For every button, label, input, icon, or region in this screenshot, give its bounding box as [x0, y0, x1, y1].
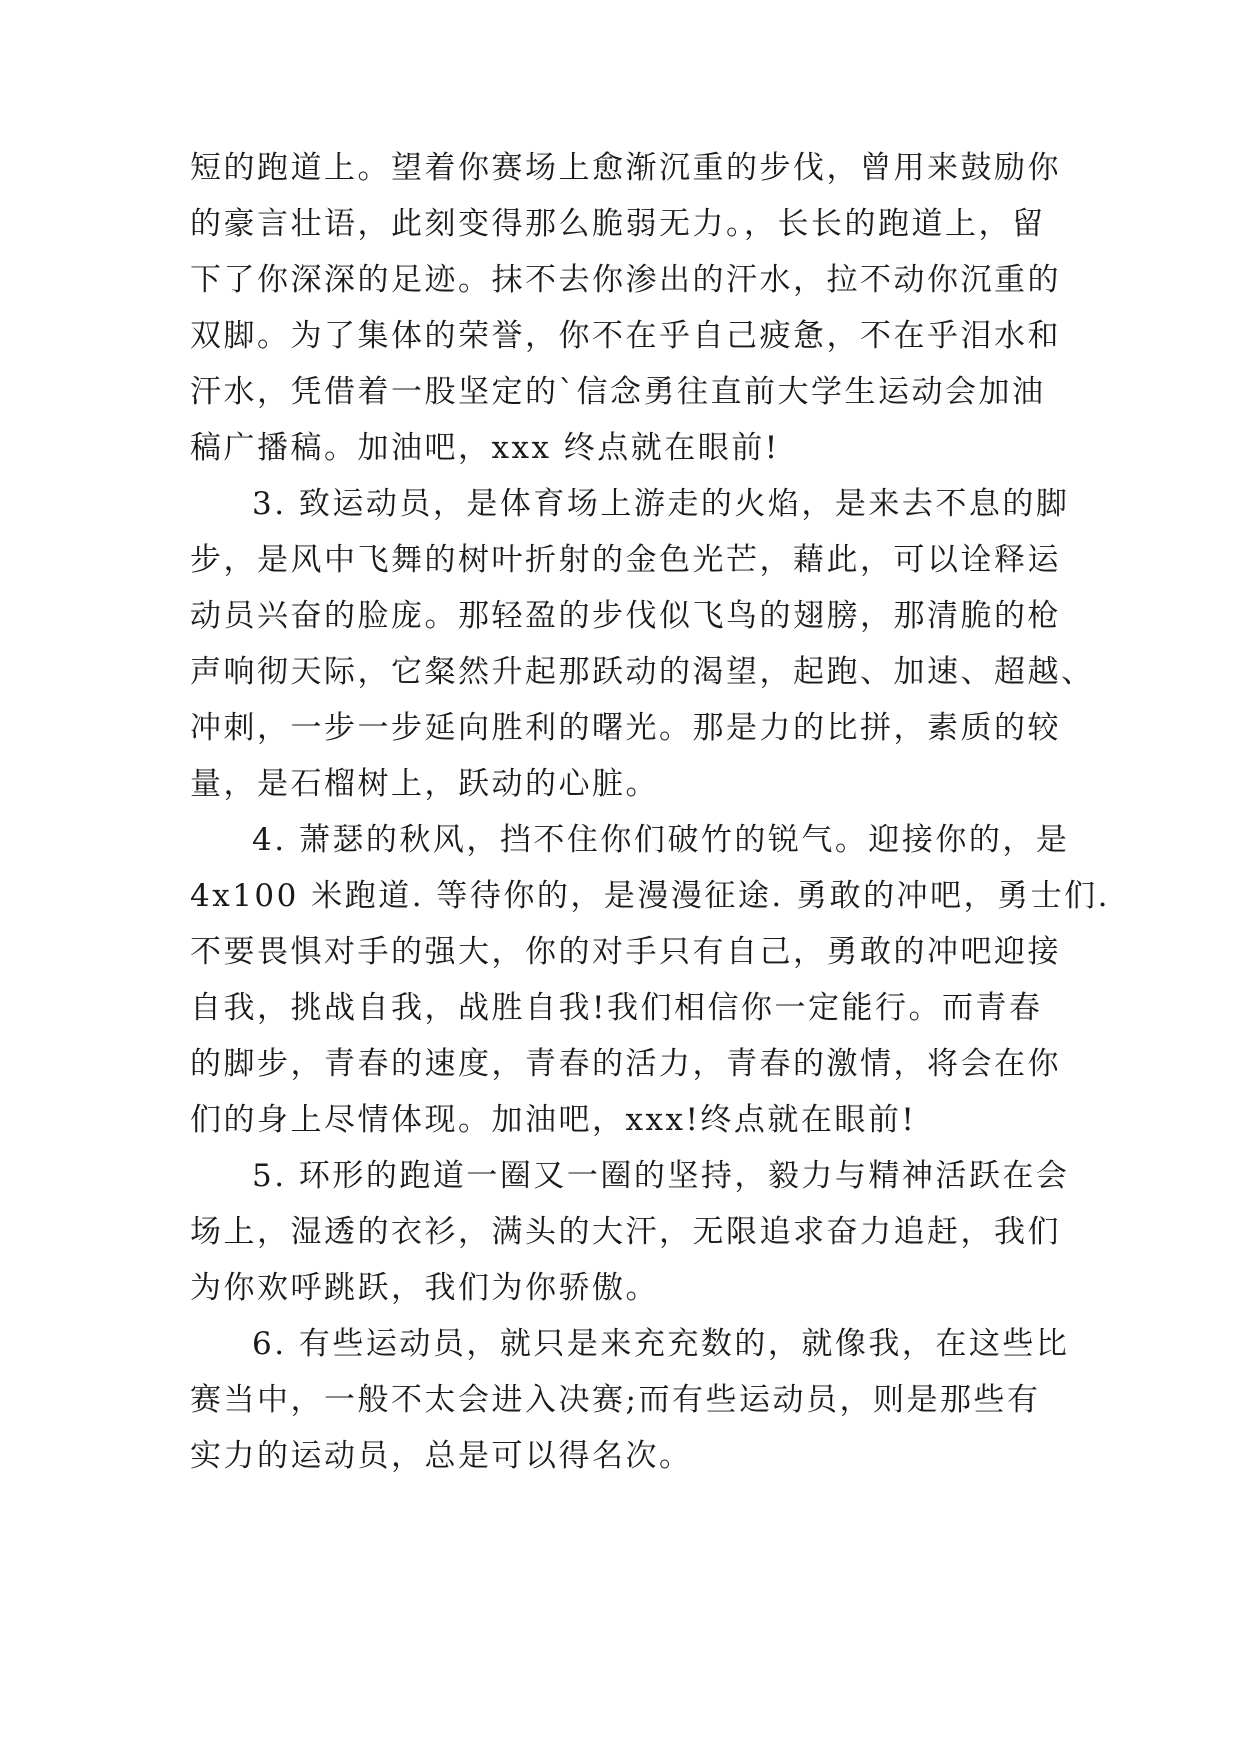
text-line: 汗水，凭借着一股坚定的`信念勇往直前大学生运动会加油	[190, 374, 1046, 410]
text-line: 的脚步，青春的速度，青春的活力，青春的激情，将会在你	[190, 1046, 1061, 1082]
paragraph-item-5	[190, 1148, 1070, 1316]
text-line: 下了你深深的足迹。抹不去你渗出的汗水，拉不动你沉重的	[190, 262, 1061, 298]
text-line: 短的跑道上。望着你赛场上愈渐沉重的步伐，曾用来鼓励你	[190, 150, 1061, 186]
text-line: 稿广播稿。加油吧，xxx 终点就在眼前!	[190, 430, 780, 466]
text-line: 4. 萧瑟的秋风，挡不住你们破竹的锐气。迎接你的，是	[252, 822, 1070, 858]
text-line: 5. 环形的跑道一圈又一圈的坚持，毅力与精神活跃在会	[252, 1158, 1070, 1194]
text-line: 6. 有些运动员，就只是来充充数的，就像我，在这些比	[252, 1326, 1070, 1362]
text-line: 声响彻天际，它粲然升起那跃动的渴望，起跑、加速、超越、	[190, 654, 1095, 690]
text-line: 赛当中，一般不太会进入决赛;而有些运动员，则是那些有	[190, 1382, 1041, 1418]
document-page	[190, 140, 1110, 1484]
text-line: 量，是石榴树上，跃动的心脏。	[190, 766, 659, 802]
text-line: 场上，湿透的衣衫，满头的大汗，无限追求奋力追赶，我们	[190, 1214, 1061, 1250]
text-line: 实力的运动员，总是可以得名次。	[190, 1438, 693, 1474]
paragraph-continuation	[190, 140, 1061, 476]
text-line: 双脚。为了集体的荣誉，你不在乎自己疲惫，不在乎泪水和	[190, 318, 1061, 354]
text-line: 步，是风中飞舞的树叶折射的金色光芒，藉此，可以诠释运	[190, 542, 1061, 578]
text-line: 们的身上尽情体现。加油吧，xxx!终点就在眼前!	[190, 1102, 917, 1138]
text-line: 冲刺，一步一步延向胜利的曙光。那是力的比拼，素质的较	[190, 710, 1061, 746]
paragraph-item-3	[190, 476, 1095, 812]
text-line: 4x100 米跑道. 等待你的，是漫漫征途. 勇敢的冲吧，勇士们.	[190, 878, 1110, 914]
text-line: 为你欢呼跳跃，我们为你骄傲。	[190, 1270, 659, 1306]
text-line: 不要畏惧对手的强大，你的对手只有自己，勇敢的冲吧迎接	[190, 934, 1061, 970]
paragraph-item-6	[190, 1316, 1070, 1484]
text-line: 自我，挑战自我，战胜自我!我们相信你一定能行。而青春	[190, 990, 1043, 1026]
text-line: 动员兴奋的脸庞。那轻盈的步伐似飞鸟的翅膀，那清脆的枪	[190, 598, 1061, 634]
paragraph-item-4	[190, 812, 1110, 1148]
text-line: 3. 致运动员，是体育场上游走的火焰，是来去不息的脚	[252, 486, 1070, 522]
text-line: 的豪言壮语，此刻变得那么脆弱无力。，长长的跑道上，留	[190, 206, 1046, 242]
